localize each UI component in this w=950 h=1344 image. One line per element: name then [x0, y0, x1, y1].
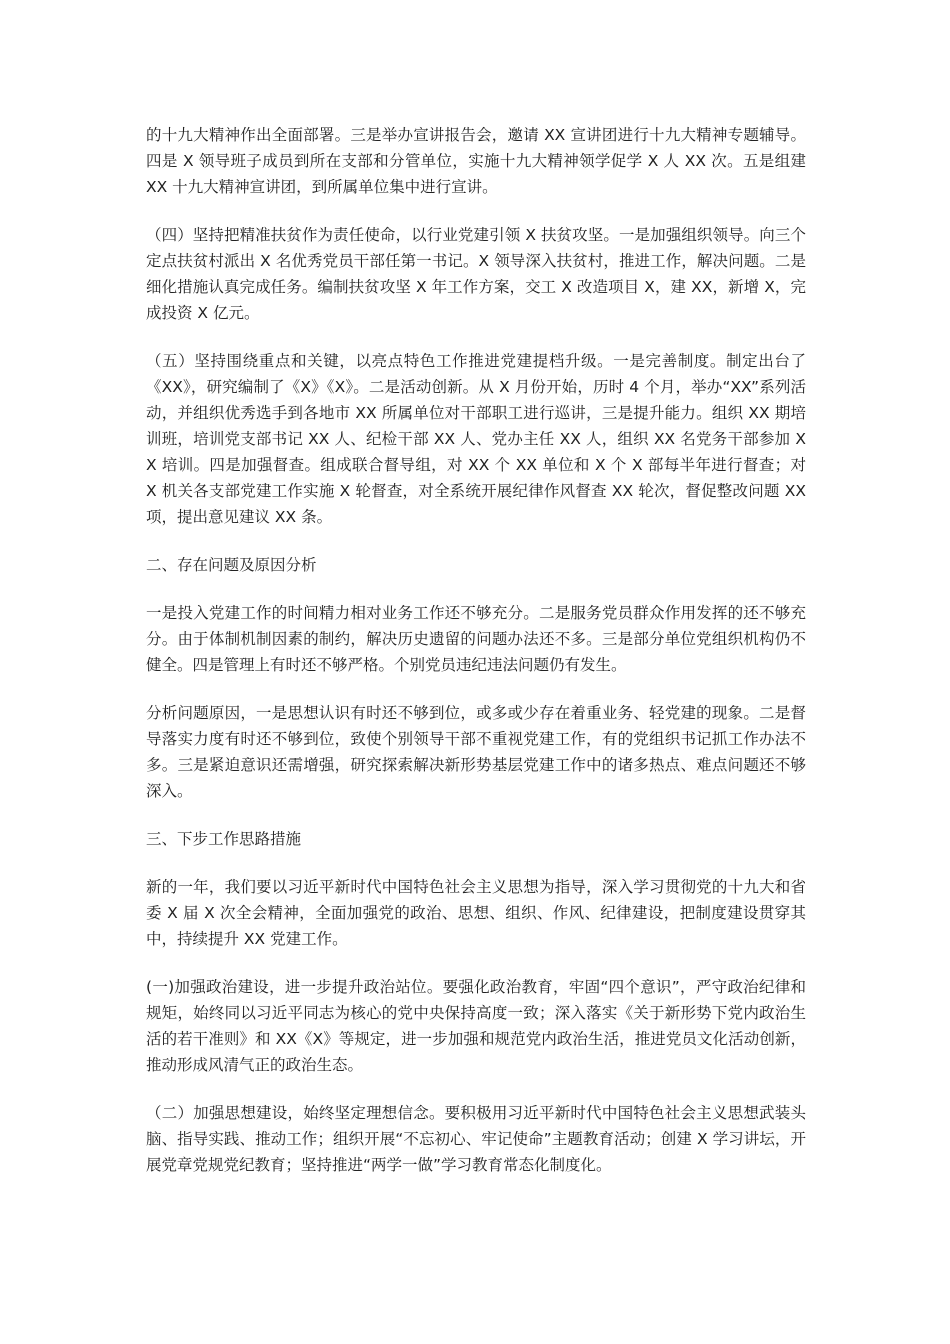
paragraph-section-four: （四）坚持把精准扶贫作为责任使命，以行业党建引领 X 扶贫攻坚。一是加强组织领导。向三个定点扶贫村派出 X 名优秀党员干部任第一书记。X 领导深入扶贫村，推进工作，解决问题。二是细化措施认真完成任务。编制扶贫攻坚 X 年工作方案，交工 X 改造项目 X，建 XX，新增 X，完成投资 X 亿元。 [146, 226, 806, 322]
paragraph-cause-analysis: 分析问题原因，一是思想认识有时还不够到位，或多或少存在着重业务、轻党建的现象。二是督导落实力度有时还不够到位，致使个别领导干部不重视党建工作，有的党组织书记抓工作办法不多。三是紧迫意识还需增强，研究探索解决新形势基层党建工作中的诸多热点、难点问题还不够深入。 [146, 704, 806, 800]
paragraph-problems: 一是投入党建工作的时间精力相对业务工作还不够充分。二是服务党员群众作用发挥的还不够充分。由于体制机制因素的制约，解决历史遗留的问题办法还不多。三是部分单位党组织机构仍不健全。四是管理上有时还不够严格。个别党员违纪违法问题仍有发生。 [146, 604, 806, 674]
section-heading-next-steps: 三、下步工作思路措施 [146, 830, 302, 848]
paragraph-section-five: （五）坚持围绕重点和关键，以亮点特色工作推进党建提档升级。一是完善制度。制定出台了《XX》，研究编制了《X》《X》。二是活动创新。从 X 月份开始，历时 4 个月，举办“XX”系列活动，并组织优秀选手到各地市 XX 所属单位对干部职工进行巡讲，三是提升能力。组织 XX 期培训班，培训党支部书记 XX 人、纪检干部 XX 人、党办主任 XX 人，组织 XX 名党务干部参加 XX 培训。四是加强督查。组成联合督导组，对 XX 个 XX 单位和 X 个 X 部每半年进行督查；对 X 机关各支部党建工作实施 X 轮督查，对全系统开展纪律作风督查 XX 轮次，督促整改问题 XX 项，提出意见建议 XX 条。 [146, 352, 806, 526]
paragraph-continuation: 的十九大精神作出全面部署。三是举办宣讲报告会，邀请 XX 宣讲团进行十九大精神专题辅导。四是 X 领导班子成员到所在支部和分管单位，实施十九大精神领学促学 X 人 XX 次。五是组建 XX 十九大精神宣讲团，到所属单位集中进行宣讲。 [146, 126, 806, 196]
paragraph-political-building: (一)加强政治建设，进一步提升政治站位。要强化政治教育，牢固“四个意识”，严守政治纪律和规矩，始终同以习近平同志为核心的党中央保持高度一致；深入落实《关于新形势下党内政治生活的若干准则》和 XX《X》等规定，进一步加强和规范党内政治生活，推进党员文化活动创新，推动形成风清气正的政治生态。 [146, 978, 806, 1074]
paragraph-next-year: 新的一年，我们要以习近平新时代中国特色社会主义思想为指导，深入学习贯彻党的十九大和省委 X 届 X 次全会精神，全面加强党的政治、思想、组织、作风、纪律建设，把制度建设贯穿其中，持续提升 XX 党建工作。 [146, 878, 806, 948]
section-heading-problems: 二、存在问题及原因分析 [146, 556, 317, 574]
paragraph-ideological-building: （二）加强思想建设，始终坚定理想信念。要积极用习近平新时代中国特色社会主义思想武装头脑、指导实践、推动工作；组织开展“不忘初心、牢记使命”主题教育活动；创建 X 学习讲坛，开展党章党规党纪教育；坚持推进“两学一做”学习教育常态化制度化。 [146, 1104, 806, 1174]
document-body [146, 122, 806, 1200]
